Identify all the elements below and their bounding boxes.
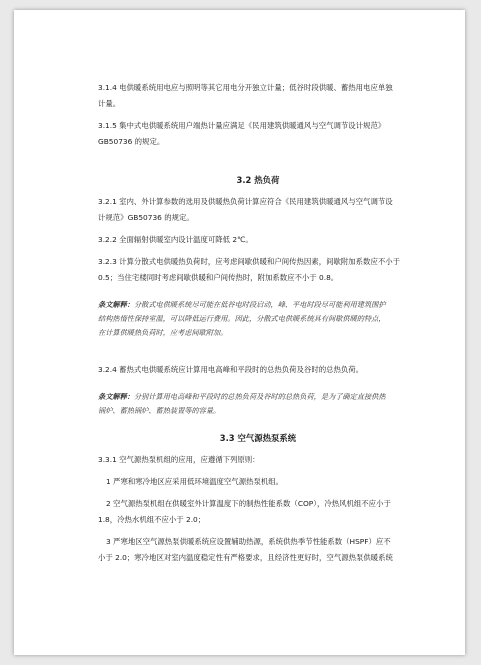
principle-item-1: 1 严寒和寒冷地区应采用低环境温度空气源热泵机组。 [106,477,284,486]
clause-3-1-4-line2: 计量。 [98,99,121,108]
clause-3-1-5 [98,118,418,150]
note-2-line2: 锅炉、蓄热锅炉、蓄热装置等的容量。 [98,406,221,415]
clause-3-2-4: 3.2.4 蓄热式电供暖系统应计算用电高峰和平段时的总热负荷及谷时的总热负荷。 [98,365,364,374]
clause-3-1-5-line2: GB50736 的规定。 [98,137,165,146]
note-1-line1: 分散式电供暖系统尽可能在低谷电时段启动，峰、平电时段尽可能利用建筑围护 [133,300,386,309]
clause-3-2-1 [98,194,418,226]
section-heading-3-3: 3.3 空气源热泵系统 [219,433,297,443]
section-heading-3-2: 3.2 热负荷 [236,175,280,185]
principle-item-3-line2: 小于 2.0；寒冷地区对室内温度稳定性有严格要求，且经济性更好时，空气源热泵供暖系统 [98,553,393,562]
clause-3-2-3-line1: 3.2.3 计算分散式电供暖热负荷时，应考虑间歇供暖和户间传热因素，间歇附加系数应不小于 [98,257,401,266]
clause-3-2-2: 3.2.2 全面辐射供暖室内设计温度可降低 2℃。 [98,235,253,244]
clause-3-2-1-line1: 3.2.1 室内、外计算参数的选用及供暖热负荷计算应符合《民用建筑供暖通风与空气调节设 [98,197,393,206]
clause-3-2-3 [98,254,418,286]
clause-3-1-4 [98,80,418,112]
clause-3-2-3-line2: 0.5；当住宅楼同时考虑间歇供暖和户间传热时，附加系数应不小于 0.8。 [98,273,339,282]
clause-3-3-1: 3.3.1 空气源热泵机组的应用，应遵循下列原则： [98,455,260,464]
principle-item-2-line2: 1.8，冷热水机组不应小于 2.0； [98,515,206,524]
clause-3-1-4-line1: 3.1.4 电供暖系统用电应与照明等其它用电分开独立计量；低谷时段供暖、蓄热用电应单独 [98,83,393,92]
note-2-line1: 分别计算用电高峰和平段时的总热负荷及谷时的总热负荷，是为了确定直接供热 [133,392,386,401]
explanation-note-2 [98,390,418,418]
document-page [14,10,465,655]
page-content [98,80,418,566]
principle-item-3-line1: 3 严寒地区空气源热泵供暖系统应设置辅助热源，系统供热季节性能系数（HSPF）应不 [106,537,391,546]
clause-3-2-1-line2: 计规范》GB50736 的规定。 [98,213,194,222]
note-1-line2: 结构热惰性保持室温，可以降低运行费用。因此，分散式电供暖系统具有间歇供暖的特点， [98,314,386,323]
principle-item-2 [98,496,418,528]
note-2-lead: 条文解释： [98,392,134,401]
principle-item-3 [98,534,418,566]
note-1-line3: 在计算供暖热负荷时，应考虑间歇附加。 [98,328,228,337]
clause-3-1-5-line1: 3.1.5 集中式电供暖系统用户端热计量应满足《民用建筑供暖通风与空气调节设计规范》 [98,121,386,130]
note-1-lead: 条文解释： [98,300,134,309]
principle-item-2-line1: 2 空气源热泵机组在供暖室外计算温度下的制热性能系数（COP），冷热风机组不应小于 [106,499,391,508]
explanation-note-1 [98,298,418,340]
